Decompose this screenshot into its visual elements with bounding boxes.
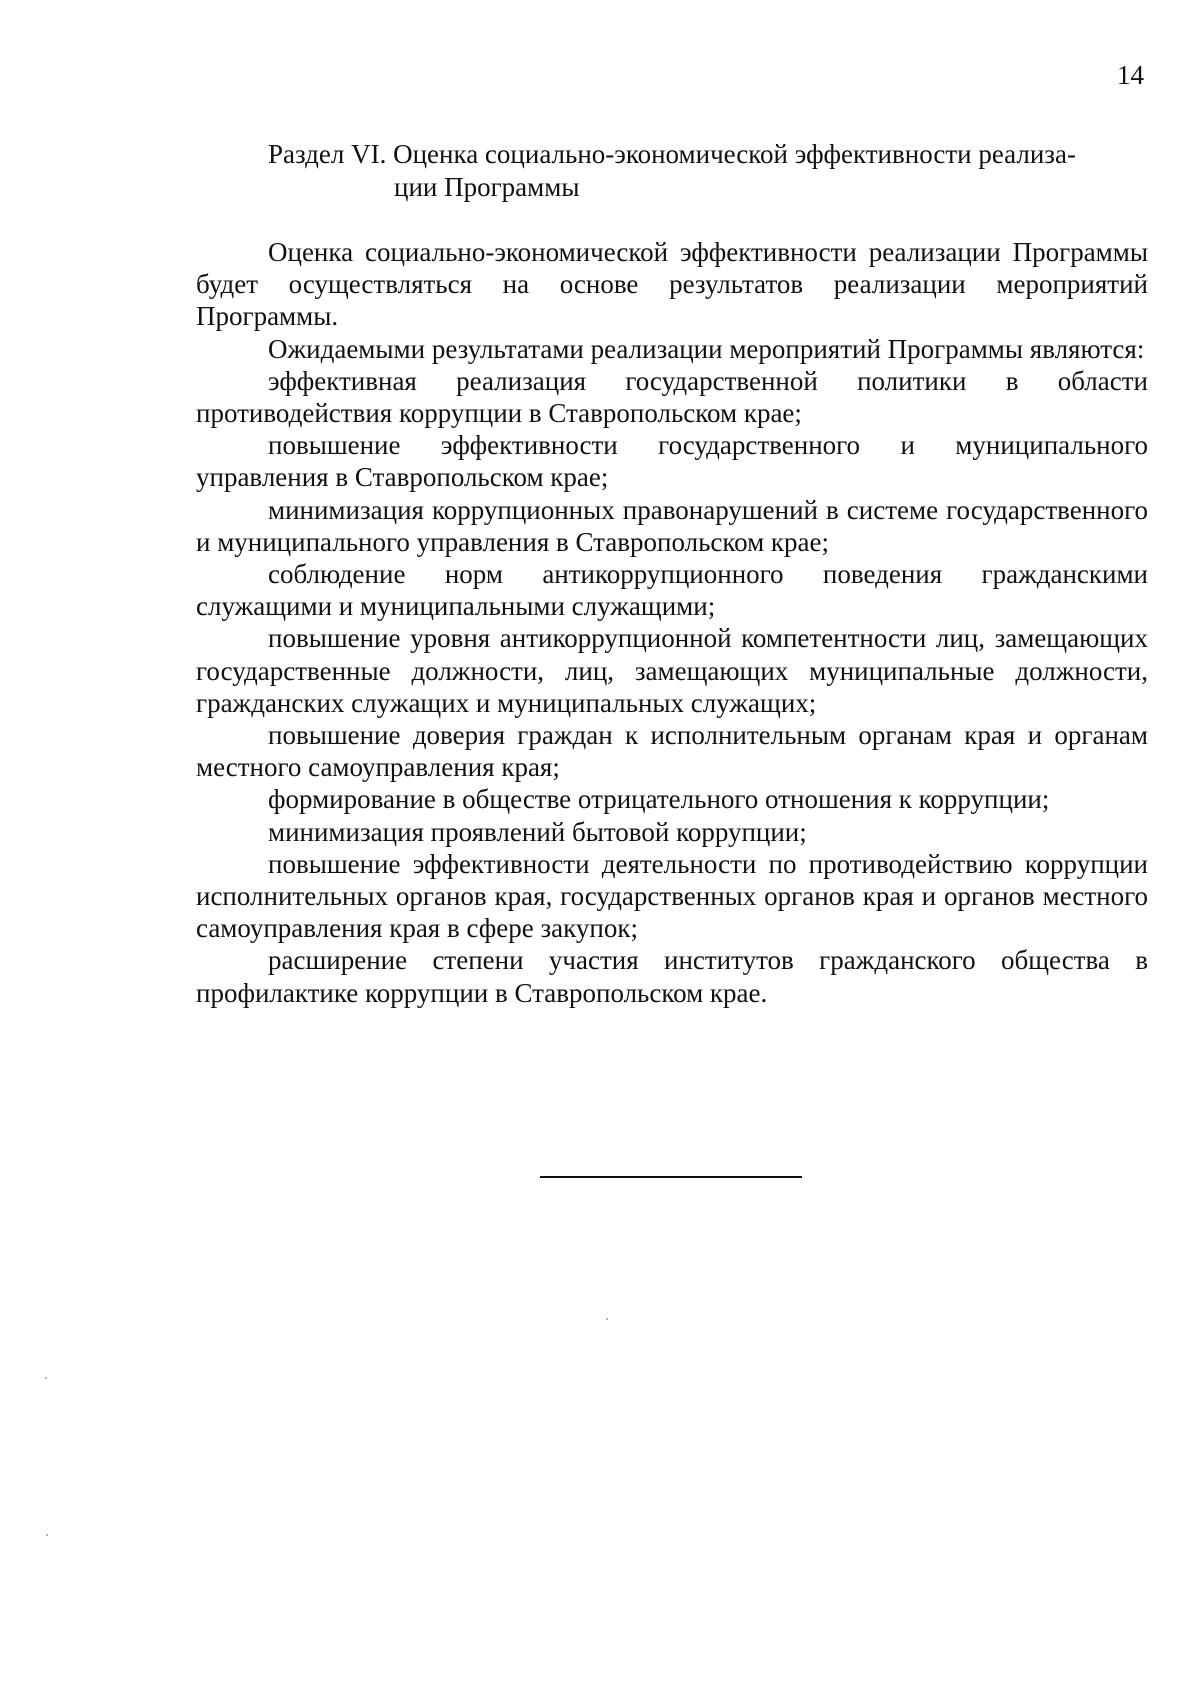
result-item: минимизация коррупционных правонарушений в системе государственного и муниципального управления в Ставропольском крае; [196,494,1148,557]
body-text [196,236,1148,1009]
result-item: соблюдение норм антикоррупционного поведения гражданскими служащими и муниципальными служащими; [196,559,1148,622]
result-item: повышение эффективности государственного и муниципального управления в Ставропольском крае; [196,430,1148,493]
section-heading [268,138,1148,204]
scan-speck [606,1318,608,1320]
result-item: минимизация проявлений бытовой коррупции; [268,816,807,847]
result-item: формирование в обществе отрицательного отношения к коррупции; [268,784,1050,815]
result-item: эффективная реализация государственной политики в области противодействия коррупции в Ставропольском крае; [196,365,1148,429]
result-item: повышение эффективности деятельности по противодействию коррупции исполнительных органов края, государственных органов края и органов местного самоуправления края в сфере закупок; [196,848,1148,944]
paragraph-expected-results: Ожидаемыми результатами реализации мероприятий Программы являются: [268,333,1145,364]
page-number: 14 [1117,60,1144,90]
scan-speck [45,1377,47,1379]
result-item: повышение уровня антикоррупционной компетентности лиц, замещающих государственные должности, лиц, замещающих муниципальные должности, гражданских служащих и муниципальных служащих; [196,623,1148,718]
section-heading-line-1: Раздел VI. Оценка социально-экономической эффективности реализа- [268,139,1076,169]
end-of-section-rule [540,1176,802,1178]
result-item: расширение степени участия институтов гражданского общества в профилактике коррупции в Ставропольском крае. [196,945,1148,1008]
section-heading-line-2: ции Программы [394,172,580,202]
scan-speck [46,1534,48,1536]
result-item: повышение доверия граждан к исполнительным органам края и органам местного самоуправления края; [196,720,1148,783]
paragraph-intro: Оценка социально-экономической эффективности реализации Программы будет осуществляться на основе результатов реализации мероприятий Программы. [196,237,1148,332]
